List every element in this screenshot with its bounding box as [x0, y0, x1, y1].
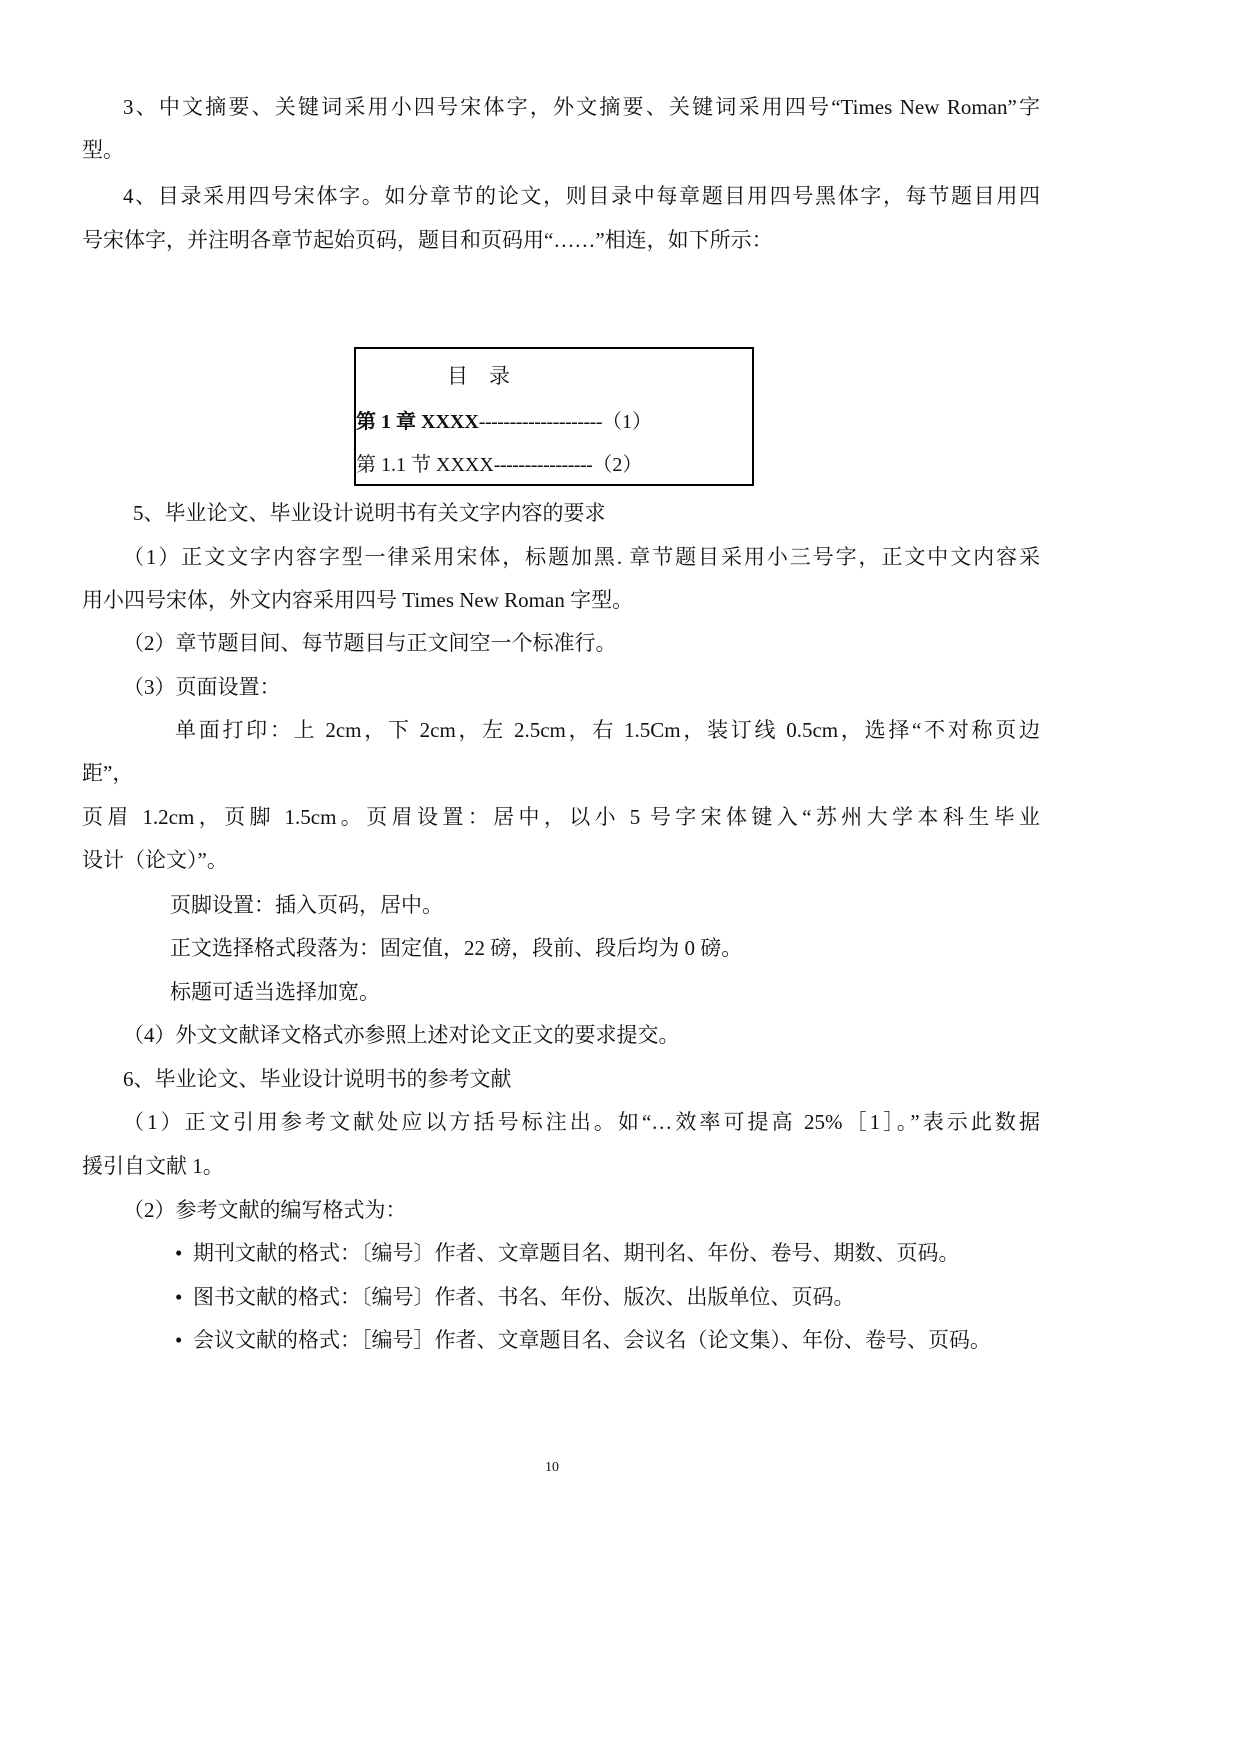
- item-5-heading: 5、毕业论文、毕业设计说明书有关文字内容的要求: [133, 501, 606, 525]
- item-5-sub-4: （4）外文文献译文格式亦参照上述对论文正文的要求提交。: [123, 1023, 680, 1047]
- toc-example-box: [354, 347, 754, 486]
- page-setup-line-5: 页脚设置：插入页码，居中。: [170, 893, 443, 917]
- toc-entry-page: （1）: [601, 411, 652, 433]
- reference-format-book: 图书文献的格式：〔编号〕作者、书名、年份、版次、出版单位、页码。: [193, 1285, 855, 1309]
- toc-entry-label: 第 1 章 XXXX: [356, 411, 479, 433]
- toc-example-chapter-entry: [356, 410, 652, 434]
- toc-example-title: 目 录: [447, 364, 510, 388]
- item-5-sub-1-line-1: （1）正文文字内容字型一律采用宋体，标题加黑. 章节题目采用小三号字，正文中文内容采: [123, 545, 1040, 569]
- toc-entry-label: 第 1.1 节 XXXX: [356, 454, 494, 476]
- bullet-icon: •: [175, 1285, 183, 1309]
- item-5-sub-3-heading: （3）页面设置：: [123, 675, 281, 699]
- reference-format-journal: 期刊文献的格式：〔编号〕作者、文章题目名、期刊名、年份、卷号、期数、页码。: [193, 1241, 960, 1265]
- item-6-sub-1-line-1: （1）正文引用参考文献处应以方括号标注出。如“…效率可提高 25%［1］。”表示此数据: [123, 1110, 1040, 1134]
- toc-example-section-entry: [356, 453, 642, 477]
- item-4-line-2: 号宋体字，并注明各章节起始页码，题目和页码用“……”相连，如下所示：: [82, 228, 773, 252]
- page-number: 10: [545, 1460, 559, 1475]
- reference-format-conference: 会议文献的格式：［编号］作者、文章题目名、会议名（论文集）、年份、卷号、页码。: [193, 1328, 991, 1352]
- item-5-sub-2: （2）章节题目间、每节题目与正文间空一个标准行。: [123, 631, 617, 655]
- page-setup-line-3: 页眉 1.2cm，页脚 1.5cm。页眉设置：居中，以小 5 号字宋体键入“苏州大学本科生毕业: [82, 805, 1040, 829]
- toc-entry-leader: ----------------: [493, 454, 593, 476]
- bullet-icon: •: [175, 1328, 183, 1352]
- bullet-icon: •: [175, 1241, 183, 1265]
- item-6-heading: 6、毕业论文、毕业设计说明书的参考文献: [123, 1067, 512, 1091]
- page-setup-line-1: 单面打印：上 2cm，下 2cm，左 2.5cm，右 1.5Cm，装订线 0.5cm，选择“不对称页边: [175, 718, 1040, 742]
- item-6-sub-1-line-2: 援引自文献 1。: [82, 1154, 224, 1178]
- toc-entry-leader: --------------------: [478, 411, 602, 433]
- page-setup-line-6: 正文选择格式段落为：固定值，22 磅，段前、段后均为 0 磅。: [170, 936, 743, 960]
- page-setup-line-7: 标题可适当选择加宽。: [170, 980, 380, 1004]
- item-3-line-1: 3、中文摘要、关键词采用小四号宋体字，外文摘要、关键词采用四号“Times New Roman”字: [123, 95, 1040, 119]
- item-5-sub-1-line-2: 用小四号宋体，外文内容采用四号 Times New Roman 字型。: [82, 588, 634, 612]
- page-setup-line-4: 设计（论文）”。: [82, 848, 228, 872]
- item-3-line-2: 型。: [82, 138, 124, 162]
- page-setup-line-2: 距”，: [82, 761, 134, 785]
- item-4-line-1: 4、目录采用四号宋体字。如分章节的论文，则目录中每章题目用四号黑体字，每节题目用四: [123, 184, 1040, 208]
- toc-entry-page: （2）: [592, 454, 643, 476]
- item-6-sub-2: （2）参考文献的编写格式为：: [123, 1198, 407, 1222]
